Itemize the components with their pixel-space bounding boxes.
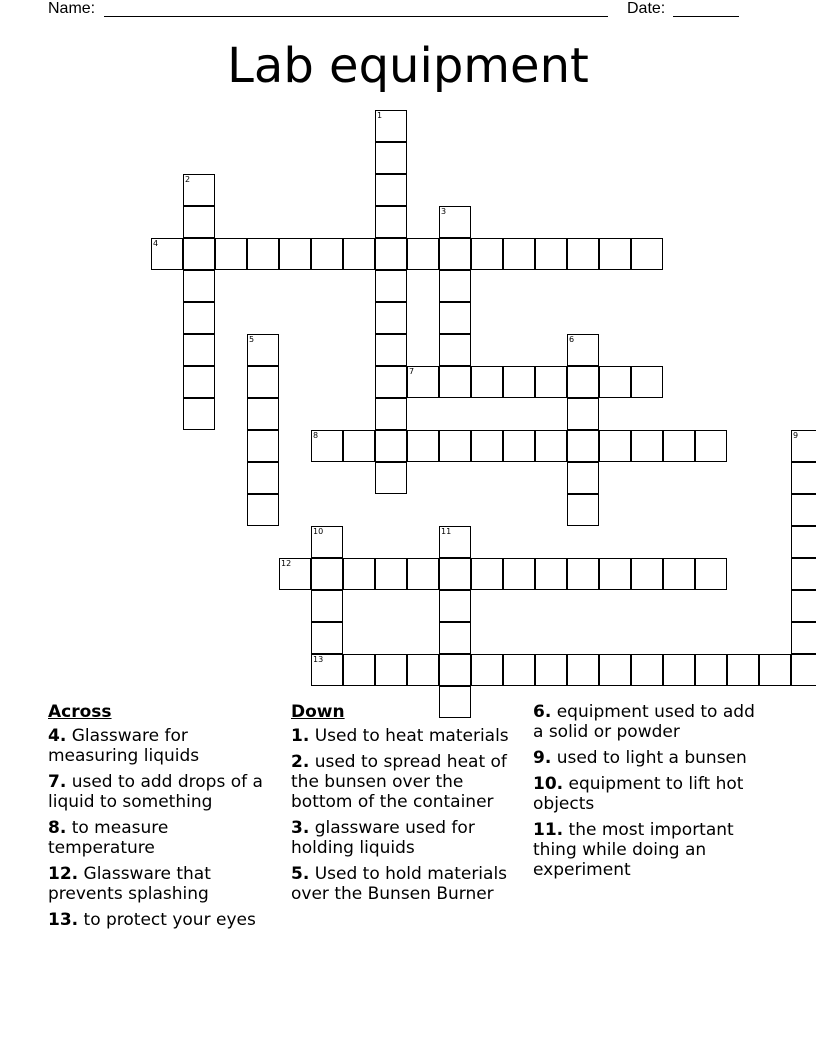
clue-item <box>533 748 763 768</box>
grid-cell[interactable] <box>407 430 439 462</box>
clue-item <box>291 818 521 858</box>
clue-number-label: 4 <box>153 239 159 248</box>
grid-cell[interactable] <box>247 430 279 462</box>
grid-cell[interactable] <box>183 366 215 398</box>
grid-cell[interactable] <box>311 558 343 590</box>
grid-cell[interactable] <box>375 334 407 366</box>
grid-cell[interactable] <box>439 654 471 686</box>
down-clues <box>291 702 521 910</box>
grid-cell[interactable] <box>535 654 567 686</box>
clue-item <box>48 726 278 766</box>
grid-cell[interactable] <box>375 206 407 238</box>
clue-text: used to spread heat of the bunsen over the bottom of the container <box>291 752 507 812</box>
clue-number: 5. <box>291 864 310 884</box>
grid-cell[interactable] <box>247 398 279 430</box>
grid-cell[interactable] <box>631 238 663 270</box>
grid-cell[interactable] <box>631 366 663 398</box>
clue-number: 13. <box>48 910 79 930</box>
clue-number-label: 9 <box>793 431 799 440</box>
clue-text: Glassware for measuring liquids <box>48 726 200 766</box>
clue-text: Glassware that prevents splashing <box>48 864 211 904</box>
clue-text: to measure temperature <box>48 818 169 858</box>
grid-cell[interactable] <box>791 494 816 526</box>
clue-number: 4. <box>48 726 67 746</box>
clue-item <box>533 820 763 880</box>
grid-cell[interactable] <box>663 654 695 686</box>
grid-cell[interactable] <box>567 430 599 462</box>
grid-cell[interactable] <box>311 238 343 270</box>
grid-cell[interactable] <box>183 270 215 302</box>
across-heading: Across <box>48 702 112 722</box>
grid-cell[interactable] <box>567 558 599 590</box>
clue-number-label: 1 <box>377 111 383 120</box>
grid-cell[interactable] <box>503 238 535 270</box>
clue-number-label: 7 <box>409 367 415 376</box>
grid-cell[interactable] <box>631 654 663 686</box>
grid-cell[interactable] <box>535 238 567 270</box>
grid-cell[interactable] <box>439 366 471 398</box>
grid-cell[interactable] <box>375 302 407 334</box>
grid-cell[interactable] <box>535 366 567 398</box>
grid-cell[interactable] <box>343 430 375 462</box>
grid-cell[interactable] <box>439 622 471 654</box>
clue-item <box>533 774 763 814</box>
grid-cell[interactable] <box>567 654 599 686</box>
grid-cell[interactable] <box>695 558 727 590</box>
down-clues-continued <box>533 702 763 886</box>
grid-cell[interactable] <box>375 654 407 686</box>
grid-cell[interactable] <box>343 558 375 590</box>
clue-number-label: 5 <box>249 335 255 344</box>
grid-cell[interactable] <box>631 558 663 590</box>
grid-cell[interactable] <box>791 622 816 654</box>
clue-item <box>291 726 521 746</box>
grid-cell[interactable] <box>535 430 567 462</box>
grid-cell[interactable] <box>439 430 471 462</box>
grid-cell[interactable] <box>439 238 471 270</box>
grid-cell[interactable] <box>375 398 407 430</box>
grid-cell[interactable] <box>791 462 816 494</box>
grid-cell[interactable] <box>791 654 816 686</box>
grid-cell[interactable] <box>471 366 503 398</box>
clue-text: Used to hold materials over the Bunsen Burner <box>291 864 508 904</box>
clue-number: 1. <box>291 726 310 746</box>
clue-number-label: 11 <box>441 527 452 536</box>
grid-cell[interactable] <box>567 494 599 526</box>
grid-cell[interactable] <box>375 142 407 174</box>
grid-cell[interactable] <box>727 654 759 686</box>
grid-cell[interactable] <box>375 174 407 206</box>
grid-cell[interactable] <box>439 590 471 622</box>
grid-cell[interactable] <box>791 558 816 590</box>
grid-cell[interactable] <box>567 462 599 494</box>
grid-cell[interactable] <box>279 238 311 270</box>
grid-cell[interactable] <box>503 366 535 398</box>
clue-number: 12. <box>48 864 79 884</box>
grid-cell[interactable] <box>663 558 695 590</box>
clue-number-label: 2 <box>185 175 191 184</box>
clue-item <box>533 702 763 742</box>
grid-cell[interactable] <box>759 654 791 686</box>
grid-cell[interactable] <box>247 494 279 526</box>
grid-cell[interactable] <box>183 398 215 430</box>
down-clue-list <box>291 726 521 904</box>
clue-text: equipment used to add a solid or powder <box>533 702 755 742</box>
clue-number-label: 10 <box>313 527 324 536</box>
grid-cell[interactable] <box>791 526 816 558</box>
grid-cell[interactable] <box>791 590 816 622</box>
grid-cell[interactable] <box>567 398 599 430</box>
clue-number-label: 3 <box>441 207 447 216</box>
grid-cell[interactable] <box>471 654 503 686</box>
grid-cell[interactable] <box>311 590 343 622</box>
down-continued-clue-list <box>533 702 763 880</box>
grid-cell[interactable] <box>375 366 407 398</box>
grid-cell[interactable] <box>375 238 407 270</box>
grid-cell[interactable] <box>247 238 279 270</box>
grid-cell[interactable] <box>375 430 407 462</box>
across-clues <box>48 702 278 936</box>
grid-cell[interactable] <box>599 654 631 686</box>
grid-cell[interactable] <box>183 206 215 238</box>
grid-cell[interactable] <box>439 558 471 590</box>
grid-cell[interactable] <box>343 238 375 270</box>
grid-cell[interactable] <box>247 462 279 494</box>
page-title: Lab equipment <box>227 38 589 94</box>
clue-text: to protect your eyes <box>83 910 256 930</box>
clue-number-label: 12 <box>281 559 292 568</box>
clue-number: 2. <box>291 752 310 772</box>
down-heading: Down <box>291 702 345 722</box>
clue-number: 3. <box>291 818 310 838</box>
clue-text: glassware used for holding liquids <box>291 818 475 858</box>
grid-cell[interactable] <box>471 430 503 462</box>
clue-item <box>48 818 278 858</box>
grid-cell[interactable] <box>695 654 727 686</box>
grid-cell[interactable] <box>567 366 599 398</box>
clue-text: equipment to lift hot objects <box>533 774 744 814</box>
grid-cell[interactable] <box>503 654 535 686</box>
clue-number: 6. <box>533 702 552 722</box>
grid-cell[interactable] <box>183 238 215 270</box>
grid-cell[interactable] <box>599 558 631 590</box>
grid-cell[interactable] <box>439 334 471 366</box>
grid-cell[interactable] <box>183 334 215 366</box>
clue-item <box>48 864 278 904</box>
clue-number: 10. <box>533 774 564 794</box>
clue-item <box>291 752 521 812</box>
grid-cell[interactable] <box>503 558 535 590</box>
grid-cell[interactable] <box>183 302 215 334</box>
clue-text: the most important thing while doing an experiment <box>533 820 734 880</box>
clue-text: used to light a bunsen <box>556 748 747 768</box>
date-label: Date: <box>627 0 666 17</box>
grid-cell[interactable] <box>599 366 631 398</box>
grid-cell[interactable] <box>375 558 407 590</box>
clue-number: 9. <box>533 748 552 768</box>
clue-item <box>291 864 521 904</box>
grid-cell[interactable] <box>599 238 631 270</box>
grid-cell[interactable] <box>471 558 503 590</box>
grid-cell[interactable] <box>439 302 471 334</box>
grid-cell[interactable] <box>695 430 727 462</box>
grid-cell[interactable] <box>663 430 695 462</box>
clue-number: 8. <box>48 818 67 838</box>
grid-cell[interactable] <box>503 430 535 462</box>
clue-number-label: 13 <box>313 655 324 664</box>
clue-number: 11. <box>533 820 564 840</box>
grid-cell[interactable] <box>375 462 407 494</box>
grid-cell[interactable] <box>375 270 407 302</box>
grid-cell[interactable] <box>215 238 247 270</box>
grid-cell[interactable] <box>343 654 375 686</box>
grid-cell[interactable] <box>247 366 279 398</box>
grid-cell[interactable] <box>407 654 439 686</box>
grid-cell[interactable] <box>439 270 471 302</box>
clue-item <box>48 910 278 930</box>
clue-number-label: 6 <box>569 335 575 344</box>
grid-cell[interactable] <box>535 558 567 590</box>
clue-text: Used to heat materials <box>314 726 509 746</box>
clue-item <box>48 772 278 812</box>
across-clue-list <box>48 726 278 930</box>
clue-number-label: 8 <box>313 431 319 440</box>
grid-cell[interactable] <box>599 430 631 462</box>
clue-number: 7. <box>48 772 67 792</box>
grid-cell[interactable] <box>471 238 503 270</box>
grid-cell[interactable] <box>567 238 599 270</box>
grid-cell[interactable] <box>311 622 343 654</box>
clue-text: used to add drops of a liquid to something <box>48 772 263 812</box>
grid-cell[interactable] <box>407 238 439 270</box>
grid-cell[interactable] <box>631 430 663 462</box>
name-label: Name: <box>48 0 96 17</box>
grid-cell[interactable] <box>407 558 439 590</box>
